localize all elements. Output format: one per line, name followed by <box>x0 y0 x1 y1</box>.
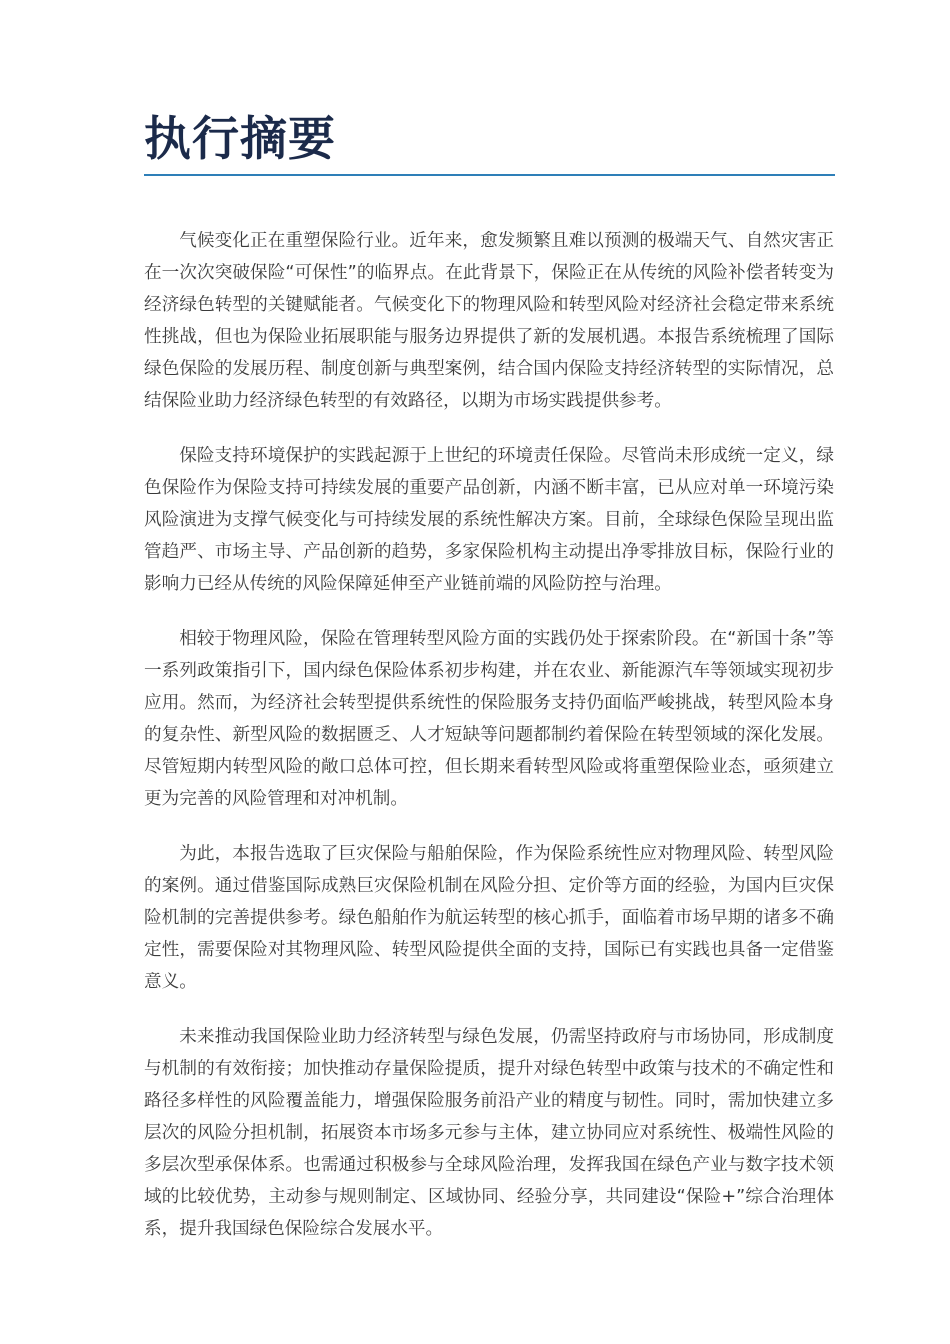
paragraph-4: 为此，本报告选取了巨灾保险与船舶保险，作为保险系统性应对物理风险、转型风险的案例。通过借鉴国际成熟巨灾保险机制在风险分担、定价等方面的经验，为国内巨灾保险机制的完善提供参考。绿色船舶作为航运转型的核心抓手，面临着市场早期的诸多不确定性，需要保险对其物理风险、转型风险提供全面的支持，国际已有实践也具备一定借鉴意义。 <box>144 844 834 992</box>
paragraph-3: 相较于物理风险，保险在管理转型风险方面的实践仍处于探索阶段。在“新国十条”等一系列政策指引下，国内绿色保险体系初步构建，并在农业、新能源汽车等领域实现初步应用。然而，为经济社会转型提供系统性的保险服务支持仍面临严峻挑战，转型风险本身的复杂性、新型风险的数据匮乏、人才短缺等问题都制约着保险在转型领域的深化发展。尽管短期内转型风险的敞口总体可控，但长期来看转型风险或将重塑保险业态，亟须建立更为完善的风险管理和对冲机制。 <box>144 629 834 809</box>
summary-body <box>144 225 834 1268</box>
paragraph-1: 气候变化正在重塑保险行业。近年来，愈发频繁且难以预测的极端天气、自然灾害正在一次次突破保险“可保性”的临界点。在此背景下，保险正在从传统的风险补偿者转变为经济绿色转型的关键赋能者。气候变化下的物理风险和转型风险对经济社会稳定带来系统性挑战，但也为保险业拓展职能与服务边界提供了新的发展机遇。本报告系统梳理了国际绿色保险的发展历程、制度创新与典型案例，结合国内保险支持经济转型的实际情况，总结保险业助力经济绿色转型的有效路径，以期为市场实践提供参考。 <box>144 231 834 411</box>
paragraph-2: 保险支持环境保护的实践起源于上世纪的环境责任保险。尽管尚未形成统一定义，绿色保险作为保险支持可持续发展的重要产品创新，内涵不断丰富，已从应对单一环境污染风险演进为支撑气候变化与可持续发展的系统性解决方案。目前，全球绿色保险呈现出监管趋严、市场主导、产品创新的趋势，多家保险机构主动提出净零排放目标，保险行业的影响力已经从传统的风险保障延伸至产业链前端的风险防控与治理。 <box>144 446 834 594</box>
title-divider <box>144 174 835 176</box>
paragraph-5: 未来推动我国保险业助力经济转型与绿色发展，仍需坚持政府与市场协同，形成制度与机制的有效衔接；加快推动存量保险提质，提升对绿色转型中政策与技术的不确定性和路径多样性的风险覆盖能力，增强保险服务前沿产业的精度与韧性。同时，需加快建立多层次的风险分担机制，拓展资本市场多元参与主体，建立协同应对系统性、极端性风险的多层次型承保体系。也需通过积极参与全球风险治理，发挥我国在绿色产业与数字技术领域的比较优势，主动参与规则制定、区域协同、经验分享，共同建设“保险+”综合治理体系，提升我国绿色保险综合发展水平。 <box>144 1027 834 1239</box>
page-title: 执行摘要 <box>144 112 336 167</box>
